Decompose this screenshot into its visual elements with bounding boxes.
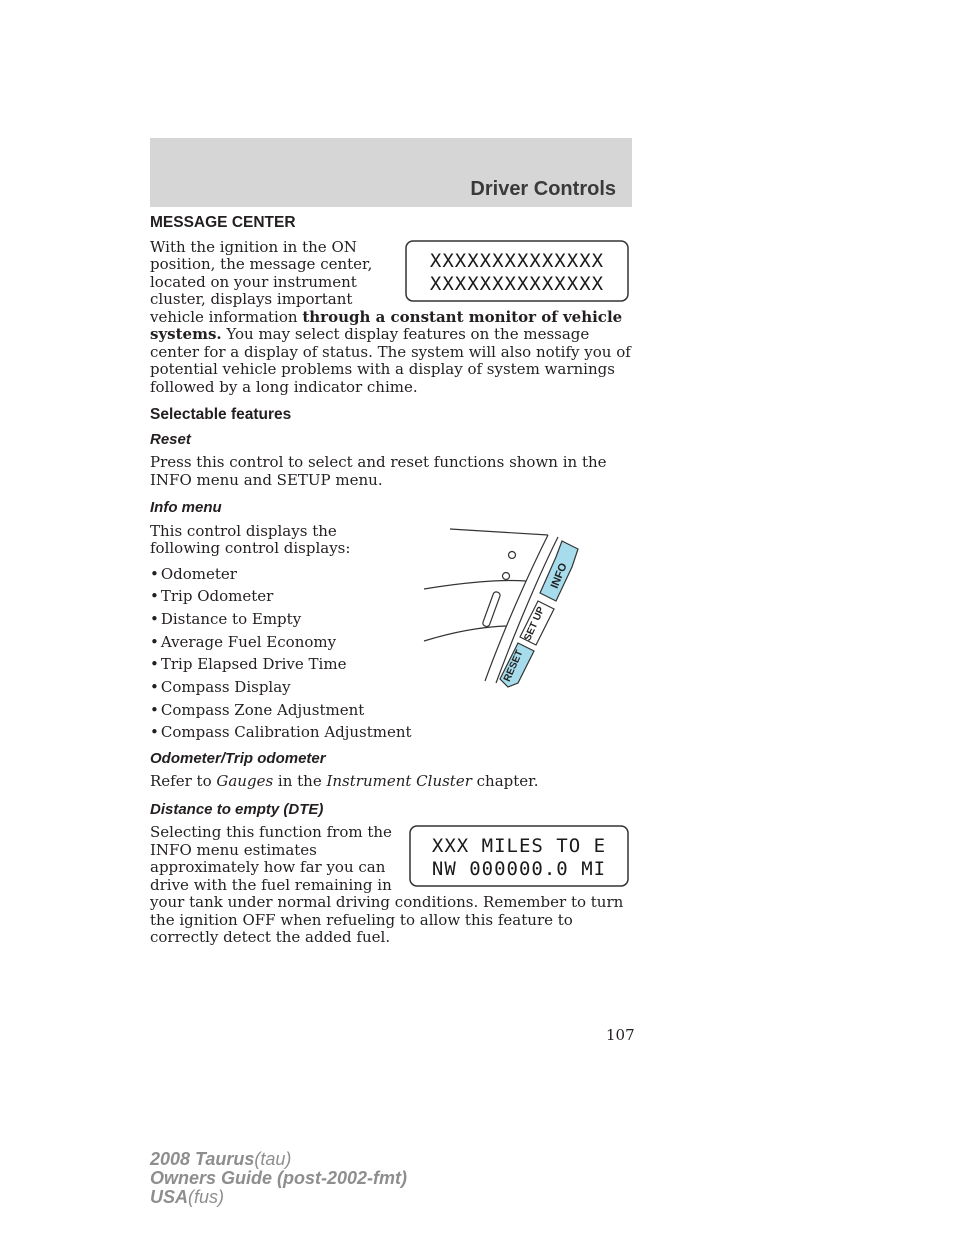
gauges-reference: Gauges [216,772,274,791]
section-heading-message-center: MESSAGE CENTER [150,214,296,231]
reset-paragraph: Press this control to select and reset functions shown in the INFO menu and SETUP menu. [150,453,607,489]
dte-display-line-2: NW 000000.0 MI [431,858,607,881]
footer-market-code: (fus) [188,1187,225,1207]
info-button-label: INFO [548,560,570,590]
dte-display-figure [408,824,632,890]
message-center-paragraph: With the ignition in the ON position, the message center, located on your instrument cluster, displays important vehicle information through a constant monitor of vehicle systems. You may select display features on the message center for a display of status. The system will also notify you of potential vehicle problems with a display of system warnings followed by a long indicator chime. [150,237,631,396]
list-item: • Average Fuel Economy [150,634,632,652]
list-item: • Distance to Empty [150,611,632,629]
dte-display-line-1: XXX MILES TO E [431,835,607,858]
message-center-display-figure [404,239,632,305]
subheading-reset: Reset [150,430,191,448]
instrument-cluster-reference: Instrument Cluster [326,772,472,791]
subheading-odometer: Odometer/Trip odometer [150,749,326,767]
display-line-2: XXXXXXXXXXXXXX [429,272,605,295]
chapter-title: Driver Controls [470,178,616,200]
reset-button-label: RESET [501,648,526,683]
document-footer [150,1150,407,1207]
list-item: • Compass Calibration Adjustment [150,724,632,742]
dte-paragraph: Selecting this function from the INFO menu estimates approximately how far you can drive with the fuel remaining in your tank under normal driving conditions. Remember to turn the ignition OFF when refueling to allow this feature to correctly detect the added fuel. [150,823,624,947]
list-item: • Compass Zone Adjustment [150,702,632,720]
footer-model: 2008 Taurus [150,1149,255,1169]
footer-market: USA [150,1187,189,1207]
subheading-dte: Distance to empty (DTE) [150,800,324,818]
info-menu-intro: This control displays the following control displays: [150,521,351,557]
list-item: • Trip Odometer [150,588,632,606]
list-item: • Odometer [150,566,632,584]
list-item: • Trip Elapsed Drive Time [150,656,632,674]
odometer-paragraph: Refer to Gauges in the Instrument Cluster chapter. [150,772,539,791]
subheading-info-menu: Info menu [150,499,222,516]
page-content [150,214,632,957]
footer-guide: Owners Guide (post-2002-fmt) [150,1168,408,1188]
footer-model-code: (tau) [254,1149,292,1169]
setup-button-label: SET UP [522,604,548,643]
section-heading-selectable-features: Selectable features [150,406,292,423]
steering-wheel-controls-figure [410,521,580,691]
list-item: • Compass Display [150,679,632,697]
page-number: 107 [606,1026,635,1044]
bold-phrase: through a constant monitor of vehicle systems. [150,307,623,343]
display-line-1: XXXXXXXXXXXXXX [429,249,605,272]
chapter-header-band [150,138,632,207]
